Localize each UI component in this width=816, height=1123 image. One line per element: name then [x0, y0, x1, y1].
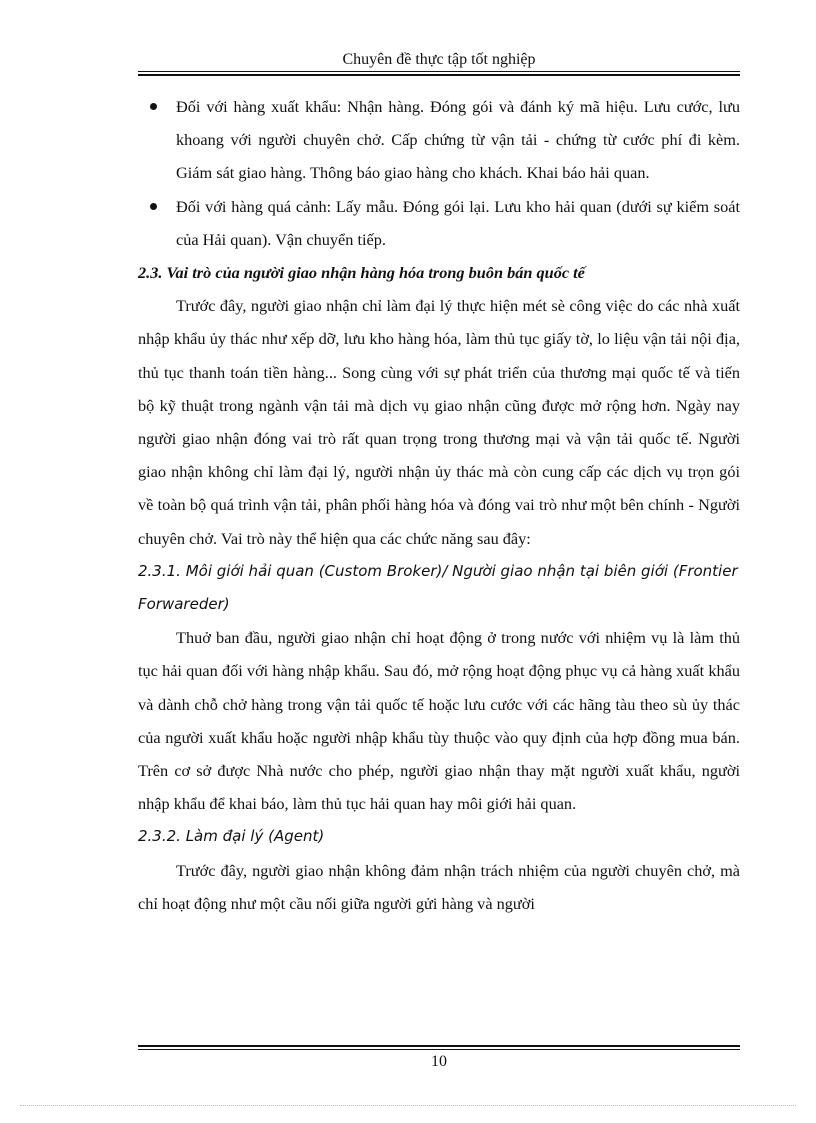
paragraph-agent: Trước đây, người giao nhận không đảm nhận trách nhiệm của người chuyên chở, mà chỉ hoạt động như một cầu nối giữa người gửi hàng và người	[138, 860, 740, 913]
bullet-text: Đối với hàng xuất khẩu: Nhận hàng. Đóng gói và đánh ký mã hiệu. Lưu cước, lưu khoang với người chuyên chở. Cấp chứng từ vận tải - chứng từ cước phí đi kèm. Giám sát giao hàng. Thông báo giao hàng cho khách. Khai báo hải quan.	[176, 97, 740, 183]
footer-rule-thick	[138, 1045, 740, 1047]
document-body	[138, 90, 740, 920]
page-header-title: Chuyên đề thực tập tốt nghiệp	[342, 51, 536, 68]
page-number: 10	[431, 1053, 447, 1070]
section-heading-2-3: 2.3. Vai trò của người giao nhận hàng hóa trong buôn bán quốc tế	[138, 263, 585, 283]
header-rule-thick	[138, 74, 740, 76]
page-bottom-border	[20, 1105, 796, 1106]
paragraph-role-intro: Trước đây, người giao nhận chỉ làm đại lý thực hiện mét sè công việc do các nhà xuất nhập khẩu ủy thác như xếp dỡ, lưu kho hàng hóa, làm thủ tục giấy tờ, lo liệu vận tải nội địa, thủ tục thanh toán tiền hàng... Song cùng với sự phát triển của thương mại quốc tế và tiến bộ kỹ thuật trong ngành vận tải mà dịch vụ giao nhận cũng được mở rộng hơn. Ngày nay người giao nhận đóng vai trò rất quan trọng trong thương mại và vận tải quốc tế. Người giao nhận không chỉ làm đại lý, người nhận ủy thác mà còn cung cấp các dịch vụ trọn gói về toàn bộ quá trình vận tải, phân phối hàng hóa và đóng vai trò như một bên chính - Người chuyên chở. Vai trò này thể hiện qua các chức năng sau đây:	[138, 296, 740, 548]
subsection-heading-2-3-2: 2.3.2. Làm đại lý (Agent)	[138, 827, 325, 846]
bullet-transit-goods	[138, 190, 740, 256]
bullet-export-goods	[138, 90, 740, 190]
bullet-dot-icon	[150, 103, 157, 110]
bullet-dot-icon	[150, 203, 157, 210]
bullet-text: Đối với hàng quá cảnh: Lấy mẫu. Đóng gói lại. Lưu kho hải quan (dưới sự kiểm soát của Hải quan). Vận chuyển tiếp.	[176, 196, 740, 249]
paragraph-custom-broker: Thuở ban đầu, người giao nhận chỉ hoạt động ở trong nước với nhiệm vụ là làm thủ tục hải quan đối với hàng nhập khẩu. Sau đó, mở rộng hoạt động phục vụ cả hàng xuất khẩu và dành chỗ chở hàng trong vận tải quốc tế hoặc lưu cước với các hãng tàu theo sù ủy thác của người xuất khẩu hoặc người nhập khẩu tùy thuộc vào quy định của hợp đồng mua bán. Trên cơ sở được Nhà nước cho phép, người giao nhận thay mặt người xuất khẩu, người nhập khẩu để khai báo, làm thủ tục hải quan hay môi giới hải quan.	[138, 628, 740, 814]
header-rule-thin	[138, 71, 740, 72]
subsection-heading-2-3-1: 2.3.1. Môi giới hải quan (Custom Broker)/ Người giao nhận tại biên giới (Frontier Forwareder)	[138, 561, 738, 614]
footer-rule-thin	[138, 1049, 740, 1050]
